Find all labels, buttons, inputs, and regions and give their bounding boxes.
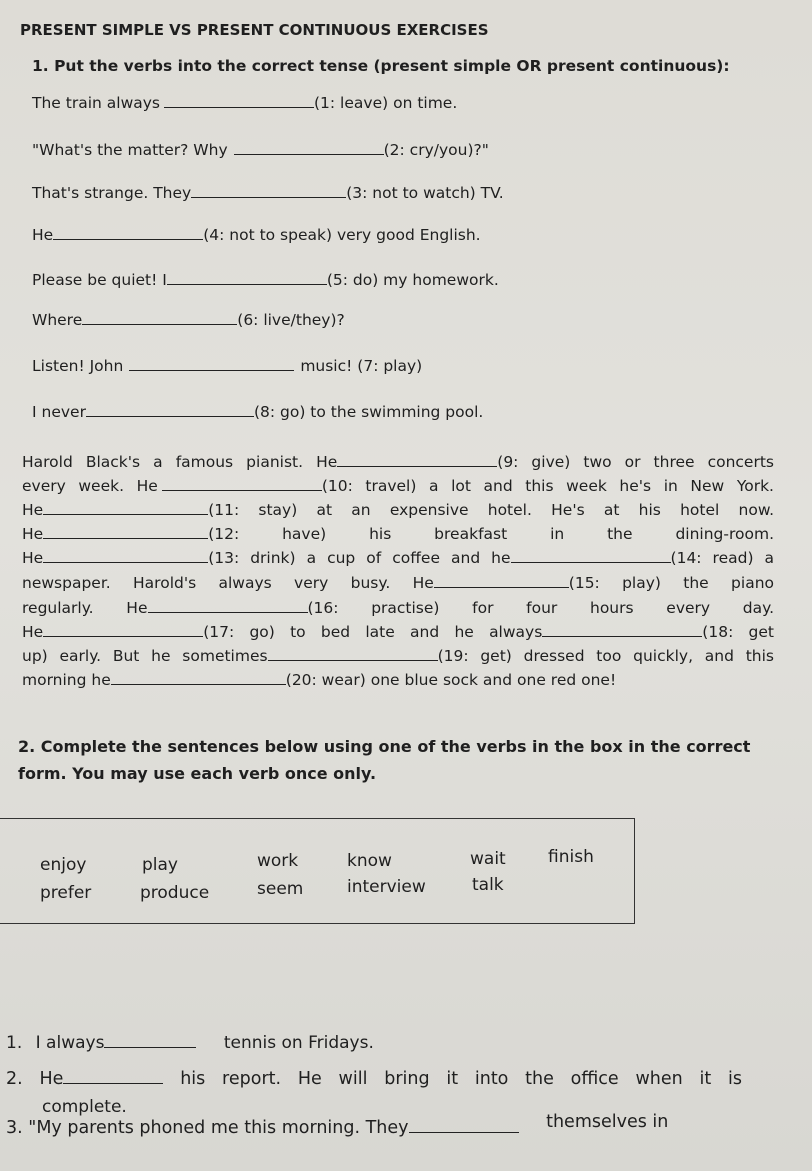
answer-blank[interactable]: [337, 452, 497, 467]
exercise-1-instruction: 1. Put the verbs into the correct tense (present simple OR present continuous):: [32, 57, 730, 75]
item-text: That's strange. They: [32, 184, 192, 202]
answer-blank[interactable]: [63, 1069, 163, 1084]
verb-seem: seem: [257, 879, 304, 899]
verb-work: work: [257, 851, 299, 871]
ex1-item-7: [32, 356, 422, 376]
item-text: He: [32, 226, 54, 244]
para-text: He: [22, 623, 44, 641]
verb-box: [0, 818, 635, 924]
ex1-item-6: [32, 310, 345, 330]
item-text: The train always: [32, 94, 160, 112]
para-text: every week. He: [22, 477, 158, 495]
answer-blank[interactable]: [148, 598, 308, 613]
answer-blank[interactable]: [191, 183, 346, 198]
paragraph-line-8: [22, 622, 774, 642]
answer-blank[interactable]: [162, 476, 322, 491]
answer-blank[interactable]: [86, 402, 254, 417]
verb-talk: talk: [472, 875, 504, 895]
item-hint: (2: cry/you)?": [383, 141, 489, 159]
para-text: (11: stay) at an expensive hotel. He's at his hotel now.: [208, 501, 774, 519]
sentence-text: "My parents phoned me this morning. They: [28, 1118, 409, 1138]
para-text: (19: get) dressed too quickly, and this: [437, 647, 774, 665]
answer-blank[interactable]: [234, 140, 384, 155]
para-text: He: [22, 501, 44, 519]
para-text: He: [22, 525, 44, 543]
item-hint: (8: go) to the swimming pool.: [253, 403, 484, 421]
item-text: I never: [32, 403, 86, 421]
answer-blank[interactable]: [43, 622, 203, 637]
para-text: up) early. But he sometimes: [22, 647, 268, 665]
para-text: (18: get: [702, 623, 774, 641]
item-hint: (3: not to watch) TV.: [346, 184, 504, 202]
paragraph-line-9: [22, 646, 774, 666]
para-text: (13: drink) a cup of coffee and he: [208, 549, 511, 567]
para-text: (16: practise) for four hours every day.: [307, 599, 774, 617]
answer-blank[interactable]: [511, 548, 671, 563]
answer-blank[interactable]: [43, 500, 208, 515]
sentence-text: themselves in: [546, 1112, 669, 1132]
answer-blank[interactable]: [111, 670, 286, 685]
item-hint: (5: do) my homework.: [326, 271, 499, 289]
verb-enjoy: enjoy: [40, 855, 87, 875]
para-text: (20: wear) one blue sock and one red one!: [285, 671, 617, 689]
paragraph-line-10: [22, 670, 616, 690]
sentence-text: He: [39, 1069, 64, 1089]
item-hint: (4: not to speak) very good English.: [203, 226, 481, 244]
answer-blank[interactable]: [167, 270, 327, 285]
ex2-sentence-2-continuation: complete.: [42, 1097, 127, 1117]
item-hint: (6: live/they)?: [237, 311, 345, 329]
sentence-text: tennis on Fridays.: [223, 1033, 374, 1053]
sentence-number: 2.: [6, 1069, 23, 1089]
verb-play: play: [142, 855, 178, 875]
paragraph-line-1: [22, 452, 774, 472]
exercise-2-instruction-line-1: 2. Complete the sentences below using one of the verbs in the box in the correct: [18, 737, 751, 756]
ex2-sentence-3: [6, 1112, 669, 1138]
verb-interview: interview: [347, 877, 426, 897]
item-text: Listen! John: [32, 357, 124, 375]
ex2-sentence-2: [6, 1068, 742, 1090]
sentence-text: his report. He will bring it into the office when it is: [180, 1069, 742, 1089]
para-text: regularly. He: [22, 599, 148, 617]
exercise-2-instruction-line-2: form. You may use each verb once only.: [18, 764, 377, 783]
sentence-text: I always: [35, 1033, 105, 1053]
ex1-item-3: [32, 183, 504, 203]
ex1-item-1: [32, 93, 457, 113]
sentence-number: 3.: [6, 1118, 23, 1138]
paragraph-line-7: [22, 598, 774, 618]
paragraph-line-3: [22, 500, 774, 520]
worksheet-title: PRESENT SIMPLE VS PRESENT CONTINUOUS EXERCISES: [20, 21, 489, 39]
paragraph-line-6: [22, 573, 774, 593]
ex1-item-2: [32, 140, 489, 160]
item-text: "What's the matter? Why: [32, 141, 228, 159]
answer-blank[interactable]: [268, 646, 438, 661]
ex1-item-4: [32, 225, 481, 245]
para-text: newspaper. Harold's always very busy. He: [22, 574, 434, 592]
para-text: (17: go) to bed late and he always: [203, 623, 543, 641]
para-text: (14: read) a: [670, 549, 774, 567]
item-text: Please be quiet! I: [32, 271, 167, 289]
item-hint: (1: leave) on time.: [314, 94, 458, 112]
verb-know: know: [347, 851, 392, 871]
para-text: Harold Black's a famous pianist. He: [22, 453, 338, 471]
answer-blank[interactable]: [542, 622, 702, 637]
paragraph-line-2: [22, 476, 774, 496]
item-text: Where: [32, 311, 83, 329]
item-hint: music! (7: play): [300, 357, 423, 375]
verb-produce: produce: [140, 883, 210, 903]
ex1-item-8: [32, 402, 483, 422]
para-text: (15: play) the piano: [568, 574, 774, 592]
ex1-item-5: [32, 270, 499, 290]
answer-blank[interactable]: [164, 93, 314, 108]
paragraph-line-5: [22, 548, 774, 568]
answer-blank[interactable]: [43, 548, 208, 563]
verb-wait: wait: [470, 849, 506, 869]
answer-blank[interactable]: [82, 310, 237, 325]
para-text: (12: have) his breakfast in the dining-room.: [208, 525, 774, 543]
answer-blank[interactable]: [53, 225, 203, 240]
para-text: morning he: [22, 671, 111, 689]
answer-blank[interactable]: [43, 524, 208, 539]
paragraph-line-4: [22, 524, 774, 544]
answer-blank[interactable]: [434, 573, 569, 588]
para-text: (10: travel) a lot and this week he's in New York.: [321, 477, 774, 495]
para-text: He: [22, 549, 44, 567]
answer-blank[interactable]: [409, 1118, 519, 1133]
answer-blank[interactable]: [129, 356, 294, 371]
verb-finish: finish: [548, 847, 594, 867]
ex2-sentence-1: [6, 1033, 374, 1053]
answer-blank[interactable]: [104, 1033, 196, 1048]
para-text: (9: give) two or three concerts: [497, 453, 774, 471]
sentence-number: 1.: [6, 1033, 23, 1053]
verb-prefer: prefer: [40, 883, 92, 903]
